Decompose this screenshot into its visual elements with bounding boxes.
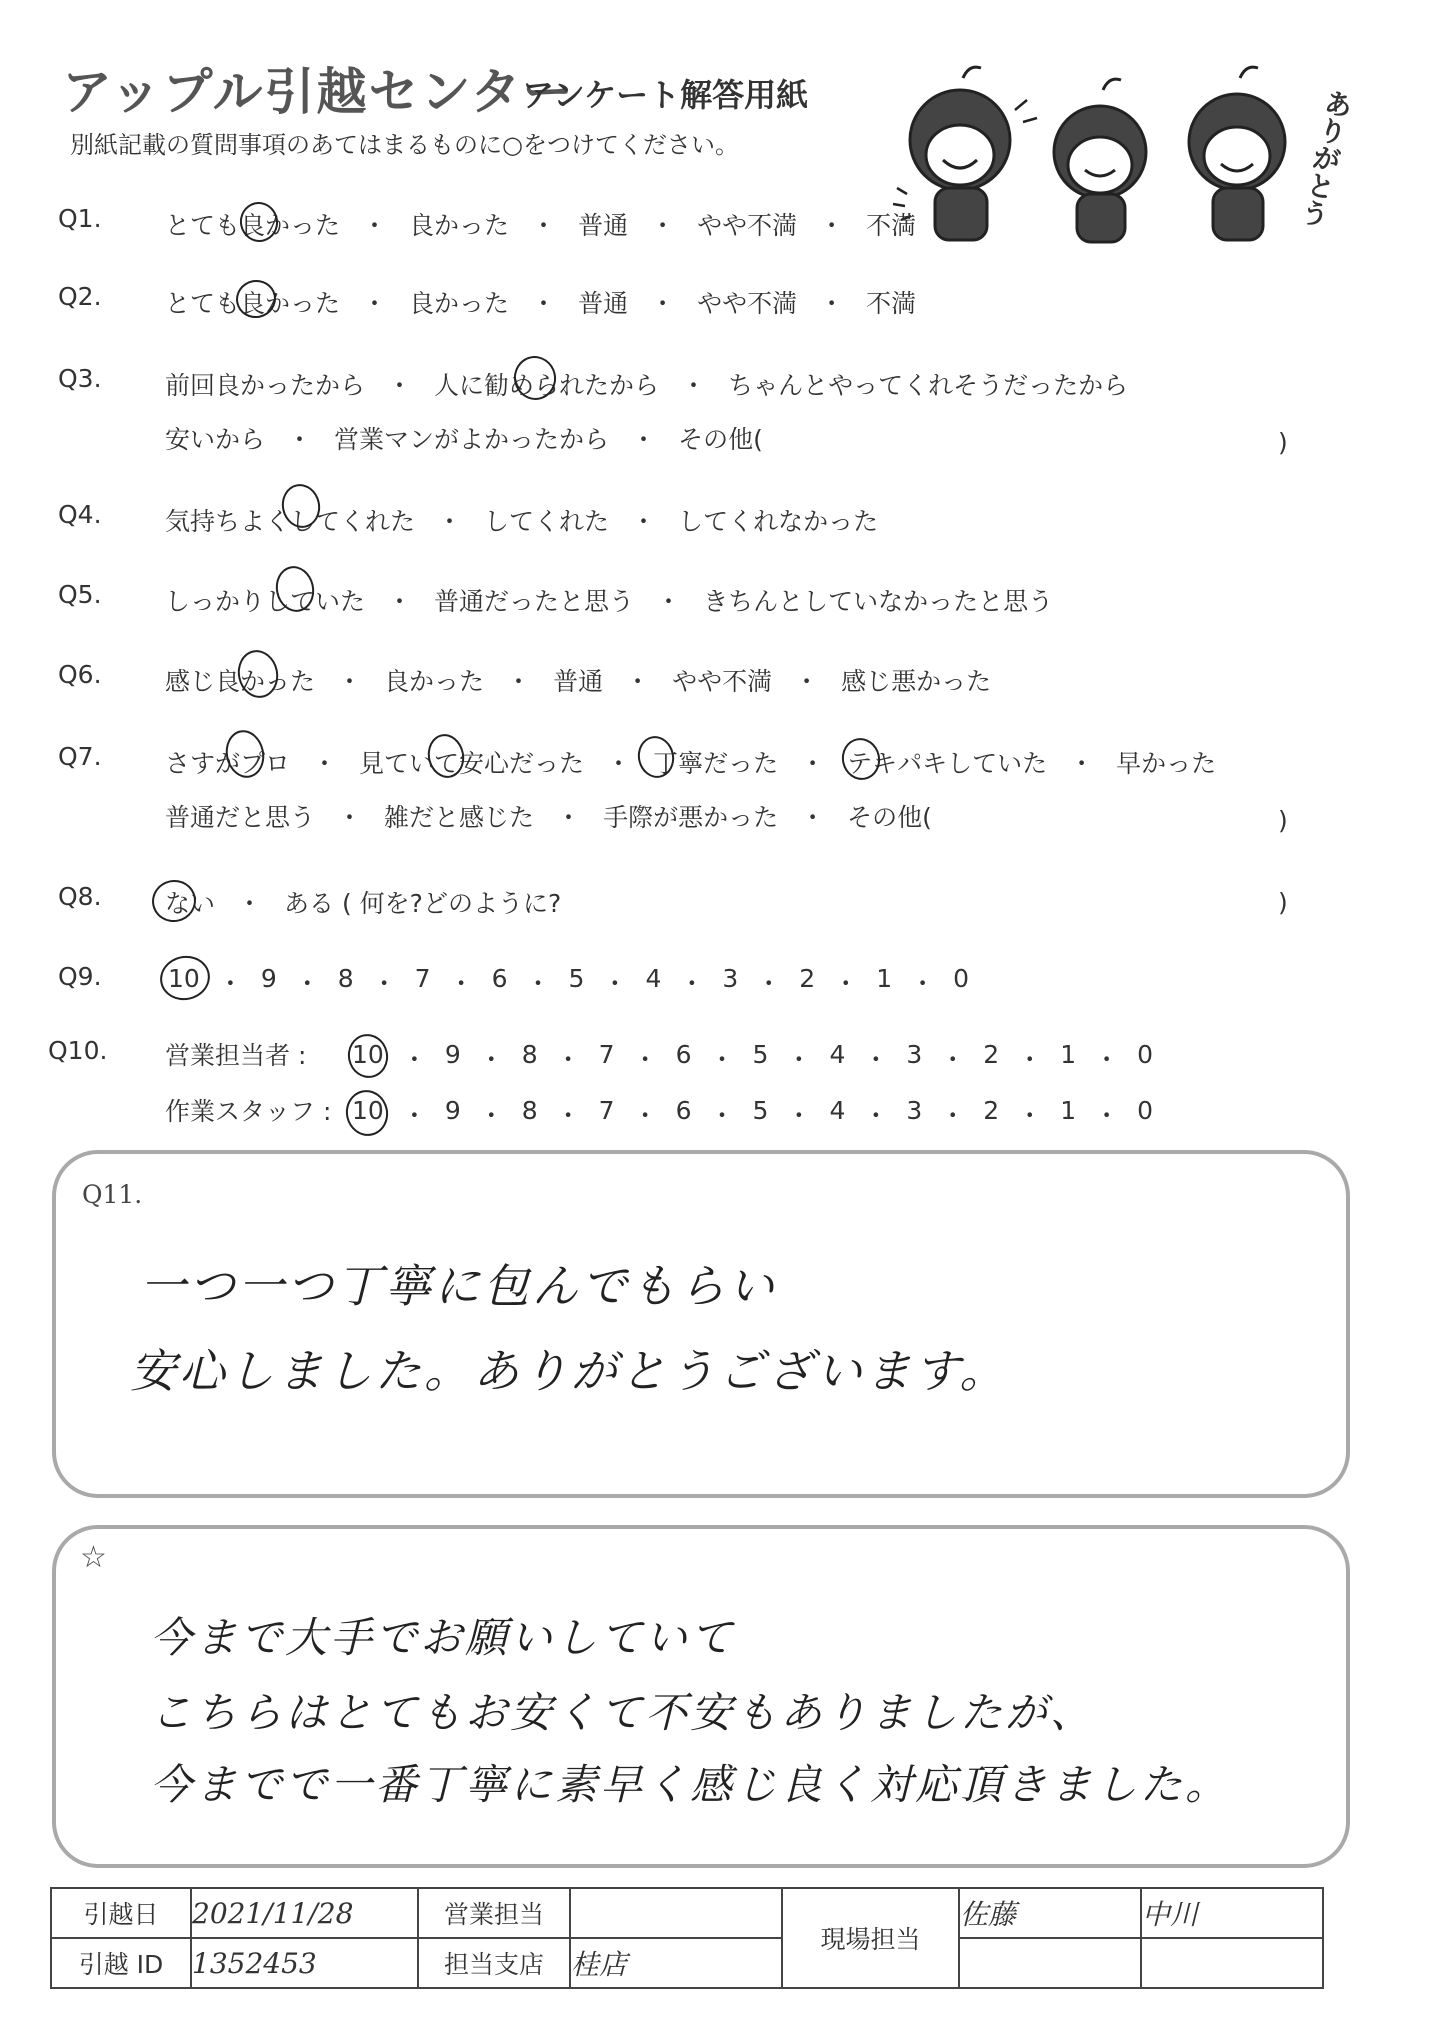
thanks-text: ありがとう bbox=[1294, 86, 1357, 231]
q6-option[interactable]: 良かった bbox=[384, 667, 485, 696]
q11-answer-box bbox=[52, 1150, 1350, 1498]
q9-scale: 10 ・ 9 ・ 8 ・ 7 ・ 6 ・ 5 ・ 4 ・ 3 ・ 2 ・ 1 ・ 0 bbox=[168, 964, 970, 998]
q9-score[interactable]: 6 bbox=[491, 964, 508, 993]
q1-option[interactable]: 普通 bbox=[578, 211, 629, 240]
q8-paren-close: ) bbox=[1278, 888, 1288, 917]
q11-handwritten-line-2: 安心しました。ありがとうございます。 bbox=[130, 1344, 1009, 1398]
q10-staff-score[interactable]: 1 bbox=[1060, 1096, 1077, 1125]
q7-option[interactable]: 普通だと思う bbox=[165, 803, 316, 832]
q10-staff-scale: 10 ・ 9 ・ 8 ・ 7 ・ 6 ・ 5 ・ 4 ・ 3 ・ 2 ・ 1 ・ 0 bbox=[352, 1096, 1154, 1130]
q10-staff-score[interactable]: 2 bbox=[983, 1096, 1000, 1125]
q9-score[interactable]: 9 bbox=[260, 964, 277, 993]
q2-label: Q2. bbox=[58, 282, 102, 311]
q9-label: Q9. bbox=[58, 962, 102, 991]
q6-option[interactable]: 感じ良かった bbox=[165, 667, 316, 696]
site-staff-empty-2 bbox=[1141, 1938, 1323, 1988]
q3-option[interactable]: 人に勧められたから bbox=[434, 371, 660, 400]
q9-score[interactable]: 1 bbox=[876, 964, 893, 993]
comment-handwritten-line-2: こちらはとてもお安くて不安もありましたが、 bbox=[150, 1688, 1096, 1737]
q1-option[interactable]: とても良かった bbox=[165, 211, 341, 240]
q3-option[interactable]: 営業マンがよかったから bbox=[334, 425, 610, 454]
move-info-table bbox=[50, 1887, 1324, 1989]
q8-option[interactable]: ない bbox=[165, 889, 216, 918]
q6-option[interactable]: やや不満 bbox=[672, 667, 773, 696]
q10-sales-score[interactable]: 7 bbox=[598, 1040, 615, 1069]
q9-score[interactable]: 3 bbox=[722, 964, 739, 993]
q5-option[interactable]: しっかりしていた bbox=[165, 587, 366, 616]
q5-option[interactable]: きちんとしていなかったと思う bbox=[703, 587, 1054, 616]
q10-staff-score[interactable]: 8 bbox=[521, 1096, 538, 1125]
q11-handwritten-line-1: 一つ一つ丁寧に包んでもらい bbox=[140, 1259, 777, 1313]
q5-label: Q5. bbox=[58, 580, 102, 609]
q1-label: Q1. bbox=[58, 204, 102, 233]
q10-sales-score[interactable]: 10 bbox=[352, 1040, 384, 1069]
q2-option[interactable]: 良かった bbox=[409, 289, 510, 318]
q2-option[interactable]: とても良かった bbox=[165, 289, 341, 318]
q7-option[interactable]: 手際が悪かった bbox=[603, 803, 779, 832]
q7-label: Q7. bbox=[58, 742, 102, 771]
q2-option[interactable]: 普通 bbox=[578, 289, 629, 318]
star-label: ☆ bbox=[80, 1540, 107, 1575]
q9-score[interactable]: 0 bbox=[953, 964, 970, 993]
q10-staff-score[interactable]: 7 bbox=[598, 1096, 615, 1125]
move-date-label: 引越日 bbox=[51, 1888, 191, 1938]
q4-options: 気持ちよくしてくれた ・ してくれた ・ してくれなかった bbox=[165, 502, 878, 538]
q6-label: Q6. bbox=[58, 660, 102, 689]
q3-options-row2: 安いから ・ 営業マンがよかったから ・ その他( bbox=[165, 420, 763, 456]
q3-option[interactable]: ちゃんとやってくれそうだったから bbox=[728, 371, 1129, 400]
q10-staff-score[interactable]: 3 bbox=[906, 1096, 923, 1125]
q8-option[interactable]: ある ( 何を?どのように? bbox=[284, 889, 562, 918]
move-id-label: 引越 ID bbox=[51, 1938, 191, 1988]
q10-staff-score[interactable]: 10 bbox=[352, 1096, 384, 1125]
branch-value[interactable]: 桂店 bbox=[570, 1938, 782, 1988]
q1-option[interactable]: やや不満 bbox=[697, 211, 798, 240]
branch-label: 担当支店 bbox=[418, 1938, 570, 1988]
q10-sales-score[interactable]: 4 bbox=[829, 1040, 846, 1069]
sales-rep-value[interactable] bbox=[570, 1888, 782, 1938]
q10-sales-score[interactable]: 0 bbox=[1137, 1040, 1154, 1069]
q7-option[interactable]: テキパキしていた bbox=[847, 749, 1048, 778]
q3-option[interactable]: その他( bbox=[678, 425, 763, 454]
q6-option[interactable]: 感じ悪かった bbox=[841, 667, 992, 696]
q10-sales-score[interactable]: 8 bbox=[521, 1040, 538, 1069]
q6-option[interactable]: 普通 bbox=[553, 667, 604, 696]
comment-handwritten-line-1: 今まで大手でお願いしていて bbox=[150, 1613, 736, 1662]
q7-option[interactable]: 雑だと感じた bbox=[384, 803, 535, 832]
q9-score[interactable]: 8 bbox=[337, 964, 354, 993]
comment-handwritten-line-3: 今までで一番丁寧に素早く感じ良く対応頂きました。 bbox=[150, 1760, 1231, 1809]
q9-score[interactable]: 7 bbox=[414, 964, 431, 993]
q10-sales-score[interactable]: 1 bbox=[1060, 1040, 1077, 1069]
q9-score[interactable]: 2 bbox=[799, 964, 816, 993]
q3-label: Q3. bbox=[58, 364, 102, 393]
q10-sales-score[interactable]: 3 bbox=[906, 1040, 923, 1069]
q10-sales-score[interactable]: 5 bbox=[752, 1040, 769, 1069]
q4-option[interactable]: してくれなかった bbox=[678, 507, 879, 536]
q8-label: Q8. bbox=[58, 882, 102, 911]
q7-options: さすがプロ ・ 見ていて安心だった ・ 丁寧だった ・ テキパキしていた ・ 早かった bbox=[165, 744, 1216, 780]
q5-options: しっかりしていた ・ 普通だったと思う ・ きちんとしていなかったと思う bbox=[165, 582, 1053, 618]
company-name: アップル引越センター bbox=[62, 63, 575, 121]
q9-score[interactable]: 4 bbox=[645, 964, 662, 993]
q10-sales-score[interactable]: 6 bbox=[675, 1040, 692, 1069]
q10-staff-score[interactable]: 5 bbox=[752, 1096, 769, 1125]
q7-option[interactable]: 見ていて安心だった bbox=[359, 749, 585, 778]
q10-sales-scale: 10 ・ 9 ・ 8 ・ 7 ・ 6 ・ 5 ・ 4 ・ 3 ・ 2 ・ 1 ・ 0 bbox=[352, 1040, 1154, 1074]
q3-option[interactable]: 前回良かったから bbox=[165, 371, 366, 400]
form-title: アンケート解答用紙 bbox=[522, 76, 809, 114]
q10-sales-score[interactable]: 2 bbox=[983, 1040, 1000, 1069]
instruction-text: 別紙記載の質問事項のあてはまるものに○をつけてください。 bbox=[70, 131, 739, 159]
monkey-mascot-illustration bbox=[885, 60, 1355, 250]
q4-option[interactable]: 気持ちよくしてくれた bbox=[165, 507, 416, 536]
q5-option[interactable]: 普通だったと思う bbox=[434, 587, 635, 616]
q1-option[interactable]: 良かった bbox=[409, 211, 510, 240]
sales-rep-label: 営業担当 bbox=[418, 1888, 570, 1938]
q7-options-row2: 普通だと思う ・ 雑だと感じた ・ 手際が悪かった ・ その他( bbox=[165, 798, 932, 834]
site-staff-1[interactable]: 佐藤 bbox=[959, 1888, 1141, 1938]
q7-option[interactable]: 丁寧だった bbox=[653, 749, 779, 778]
q4-label: Q4. bbox=[58, 500, 102, 529]
q9-score[interactable]: 10 bbox=[168, 964, 200, 993]
q7-option[interactable]: その他( bbox=[847, 803, 932, 832]
move-date-value[interactable]: 2021/11/28 bbox=[191, 1888, 418, 1938]
move-id-value[interactable]: 1352453 bbox=[191, 1938, 418, 1988]
q10-staff-score[interactable]: 4 bbox=[829, 1096, 846, 1125]
q10-label: Q10. bbox=[48, 1036, 108, 1065]
q10-staff-score[interactable]: 0 bbox=[1137, 1096, 1154, 1125]
q10-staff-score[interactable]: 9 bbox=[444, 1096, 461, 1125]
q10-sales-score[interactable]: 9 bbox=[444, 1040, 461, 1069]
site-staff-label: 現場担当 bbox=[782, 1888, 959, 1988]
q1-option[interactable]: 不満 bbox=[866, 211, 917, 240]
q2-options: とても良かった ・ 良かった ・ 普通 ・ やや不満 ・ 不満 bbox=[165, 284, 916, 320]
q7-paren-close: ) bbox=[1278, 806, 1288, 835]
q7-option[interactable]: 早かった bbox=[1116, 749, 1217, 778]
q7-option[interactable]: さすがプロ bbox=[165, 749, 291, 778]
q1-options: とても良かった ・ 良かった ・ 普通 ・ やや不満 ・ 不満 bbox=[165, 206, 916, 242]
site-staff-2[interactable]: 中川 bbox=[1141, 1888, 1323, 1938]
q10-staff-label: 作業スタッフ : bbox=[165, 1097, 332, 1126]
q8-options: ない ・ ある ( 何を?どのように? bbox=[165, 884, 561, 920]
q3-options: 前回良かったから ・ 人に勧められたから ・ ちゃんとやってくれそうだったから bbox=[165, 366, 1128, 402]
q11-label: Q11. bbox=[82, 1180, 143, 1209]
q2-option[interactable]: やや不満 bbox=[697, 289, 798, 318]
q3-option[interactable]: 安いから bbox=[165, 425, 266, 454]
q10-staff-score[interactable]: 6 bbox=[675, 1096, 692, 1125]
site-staff-empty-1 bbox=[959, 1938, 1141, 1988]
q10-sales-label: 営業担当者 : bbox=[165, 1041, 307, 1070]
q4-option[interactable]: してくれた bbox=[484, 507, 610, 536]
q2-option[interactable]: 不満 bbox=[866, 289, 917, 318]
q6-options: 感じ良かった ・ 良かった ・ 普通 ・ やや不満 ・ 感じ悪かった bbox=[165, 662, 991, 698]
q3-paren-close: ) bbox=[1278, 428, 1288, 457]
q9-score[interactable]: 5 bbox=[568, 964, 585, 993]
